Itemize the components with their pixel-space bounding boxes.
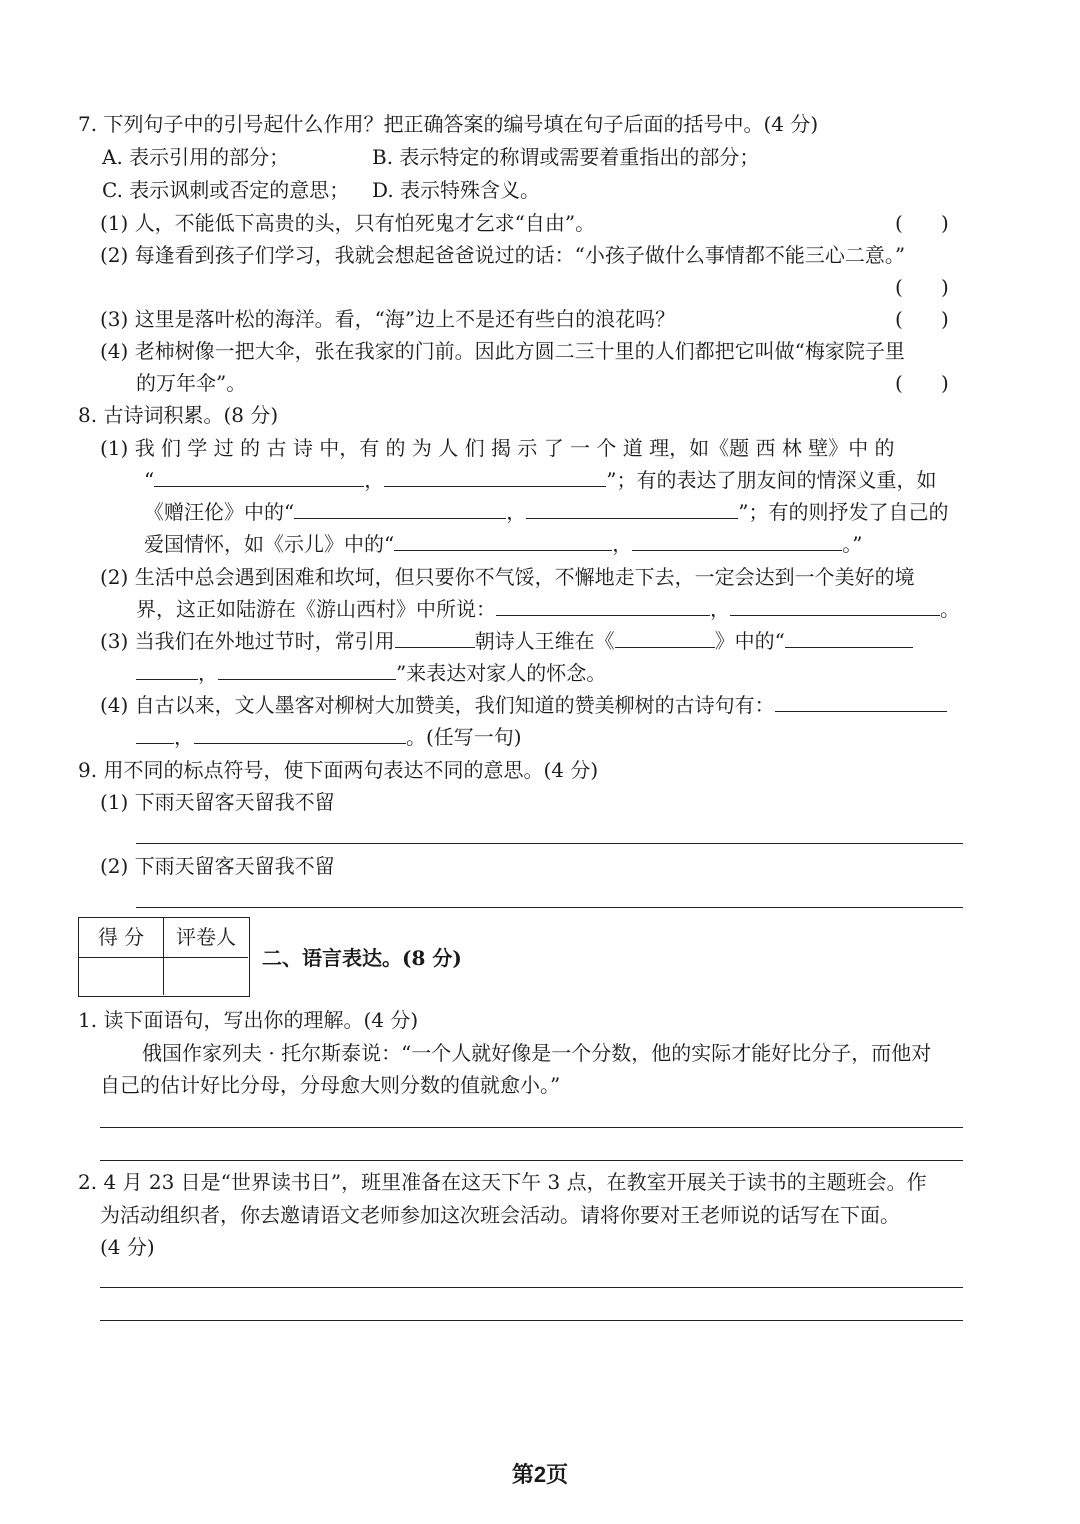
q8-part1-line2-rest: ”；有的表达了朋友间的情深义重，如 xyxy=(606,468,937,492)
q8-blank-4[interactable] xyxy=(526,500,738,519)
q7-sentence-4: (4) 老柿树像一把大伞，张在我家的门前。因此方圆二三十里的人们都把它叫做“梅家院子里 xyxy=(100,339,905,363)
q8-part1-line4-rest: 。” xyxy=(842,532,863,556)
comma: ， xyxy=(506,500,527,524)
q8-part3-line1 xyxy=(100,627,913,655)
q7-sentence-4-cont: 的万年伞”。 xyxy=(136,371,247,395)
q8-part1-line4-pre: 爱国情怀，如《示儿》中的“ xyxy=(144,532,395,556)
comma: ， xyxy=(174,725,194,749)
s2-q2-line1: 2. 4 月 23 日是“世界读书日”，班里准备在这天下午 3 点，在教室开展关于读书的主题班会。作 xyxy=(78,1170,927,1194)
q8-title: 8. 古诗词积累。(8 分) xyxy=(78,403,279,427)
q7-option-a: A. 表示引用的部分； xyxy=(102,145,290,169)
comma: ， xyxy=(364,468,385,492)
q8-part4-text: (4) 自古以来，文人墨客对柳树大加赞美，我们知道的赞美柳树的古诗句有： xyxy=(100,693,775,717)
q8-blank-9-cont[interactable] xyxy=(136,661,198,680)
q8-part2-line1: (2) 生活中总会遇到困难和坎坷，但只要你不气馁，不懈地走下去，一定会达到一个美好的境 xyxy=(100,565,915,589)
q8-part1-line2 xyxy=(144,466,936,494)
score-header: 得 分 xyxy=(79,918,164,958)
q7-title: 7. 下列句子中的引号起什么作用？把正确答案的编号填在句子后面的括号中。(4 分) xyxy=(78,112,819,136)
q9-sentence-2: (2) 下雨天留客天留我不留 xyxy=(100,854,335,878)
q8-part1-line3 xyxy=(144,498,948,526)
q7-option-b: B. 表示特定的称谓或需要着重指出的部分； xyxy=(372,145,760,169)
q8-part4-line1 xyxy=(100,691,947,719)
comma: ， xyxy=(710,597,730,621)
q7-answer-paren-3[interactable]: ( ) xyxy=(895,307,949,331)
q8-part2-line2 xyxy=(136,595,960,623)
q8-part1-line1: (1) 我 们 学 过 的 古 诗 中，有 的 为 人 们 揭 示 了 一 个 道 理，如《题 西 林 壁》中 的 xyxy=(100,436,895,460)
q8-blank-7[interactable] xyxy=(496,597,710,616)
s2-q1-quote-line2: 自己的估计好比分母，分母愈大则分数的值就愈小。” xyxy=(100,1073,561,1097)
s2-q1-title: 1. 读下面语句，写出你的理解。(4 分) xyxy=(78,1008,419,1032)
page-number: 第2页 xyxy=(511,1462,569,1487)
q7-sentence-1: (1) 人，不能低下高贵的头，只有怕死鬼才乞求“自由”。 xyxy=(100,211,596,235)
q7-answer-paren-4[interactable]: ( ) xyxy=(895,371,949,395)
s2-q2-answer-line-2[interactable] xyxy=(100,1320,963,1321)
q8-part4-line2-rest: 。(任写一句) xyxy=(406,725,522,749)
q9-answer-line-1[interactable] xyxy=(136,843,963,844)
grader-cell[interactable] xyxy=(164,958,248,995)
q8-blank-9[interactable] xyxy=(785,629,913,648)
q7-answer-paren-2[interactable]: ( ) xyxy=(895,275,949,299)
s2-q2-line2: 为活动组织者，你去邀请语文老师参加这次班会活动。请将你要对王老师说的话写在下面。 xyxy=(100,1203,900,1227)
q9-answer-line-2[interactable] xyxy=(136,907,963,908)
s2-q2-line3: (4 分) xyxy=(100,1235,155,1259)
q7-sentence-2: (2) 每逢看到孩子们学习，我就会想起爸爸说过的话：“小孩子做什么事情都不能三心二意。” xyxy=(100,243,906,267)
period: 。 xyxy=(940,597,960,621)
quote-open: “ xyxy=(144,468,155,492)
q8-part3-mid: 朝诗人王维在《 xyxy=(474,629,615,653)
q8-part3-pre: (3) 当我们在外地过节时，常引用 xyxy=(100,629,395,653)
q7-answer-paren-1[interactable]: ( ) xyxy=(895,211,949,235)
q8-blank-1[interactable] xyxy=(154,468,364,487)
q8-part3-line2 xyxy=(136,659,606,687)
grader-header: 评卷人 xyxy=(164,918,248,958)
comma: ， xyxy=(198,661,218,685)
q8-part3-rest: 》中的“ xyxy=(714,629,785,653)
q8-blank-dynasty[interactable] xyxy=(395,629,475,648)
q8-blank-11-cont[interactable] xyxy=(136,725,174,744)
q8-part1-line3-pre: 《赠汪伦》中的“ xyxy=(144,500,295,524)
q8-part1-line3-rest: ”；有的则抒发了自己的 xyxy=(738,500,949,524)
q9-sentence-1: (1) 下雨天留客天留我不留 xyxy=(100,790,335,814)
score-table xyxy=(78,917,250,997)
q7-sentence-3: (3) 这里是落叶松的海洋。看，“海”边上不是还有些白的浪花吗？ xyxy=(100,307,676,331)
q8-part4-line2 xyxy=(136,723,522,751)
q7-option-d: D. 表示特殊含义。 xyxy=(372,178,541,202)
s2-q2-answer-line-1[interactable] xyxy=(100,1287,963,1288)
q8-blank-10[interactable] xyxy=(218,661,396,680)
q8-blank-poem-title[interactable] xyxy=(615,629,715,648)
s2-q1-answer-line-2[interactable] xyxy=(100,1160,963,1161)
q8-blank-6[interactable] xyxy=(632,532,842,551)
q7-option-c: C. 表示讽刺或否定的意思； xyxy=(102,178,350,202)
q8-part1-line4 xyxy=(144,530,862,558)
q8-blank-5[interactable] xyxy=(394,532,612,551)
q8-blank-8[interactable] xyxy=(730,597,940,616)
q8-blank-2[interactable] xyxy=(384,468,606,487)
q8-blank-3[interactable] xyxy=(294,500,506,519)
s2-q1-quote-line1: 俄国作家列夫 · 托尔斯泰说：“一个人就好像是一个分数，他的实际才能好比分子，而他对 xyxy=(142,1041,932,1065)
q9-title: 9. 用不同的标点符号，使下面两句表达不同的意思。(4 分) xyxy=(78,758,599,782)
q8-blank-11[interactable] xyxy=(775,693,947,712)
q8-blank-12[interactable] xyxy=(194,725,406,744)
section-2-title: 二、语言表达。(8 分) xyxy=(262,946,462,970)
score-cell[interactable] xyxy=(79,958,164,995)
s2-q1-answer-line-1[interactable] xyxy=(100,1127,963,1128)
q8-part2-line2-pre: 界，这正如陆游在《游山西村》中所说： xyxy=(136,597,496,621)
q8-part3-line2-rest: ”来表达对家人的怀念。 xyxy=(396,661,607,685)
comma: ， xyxy=(612,532,633,556)
